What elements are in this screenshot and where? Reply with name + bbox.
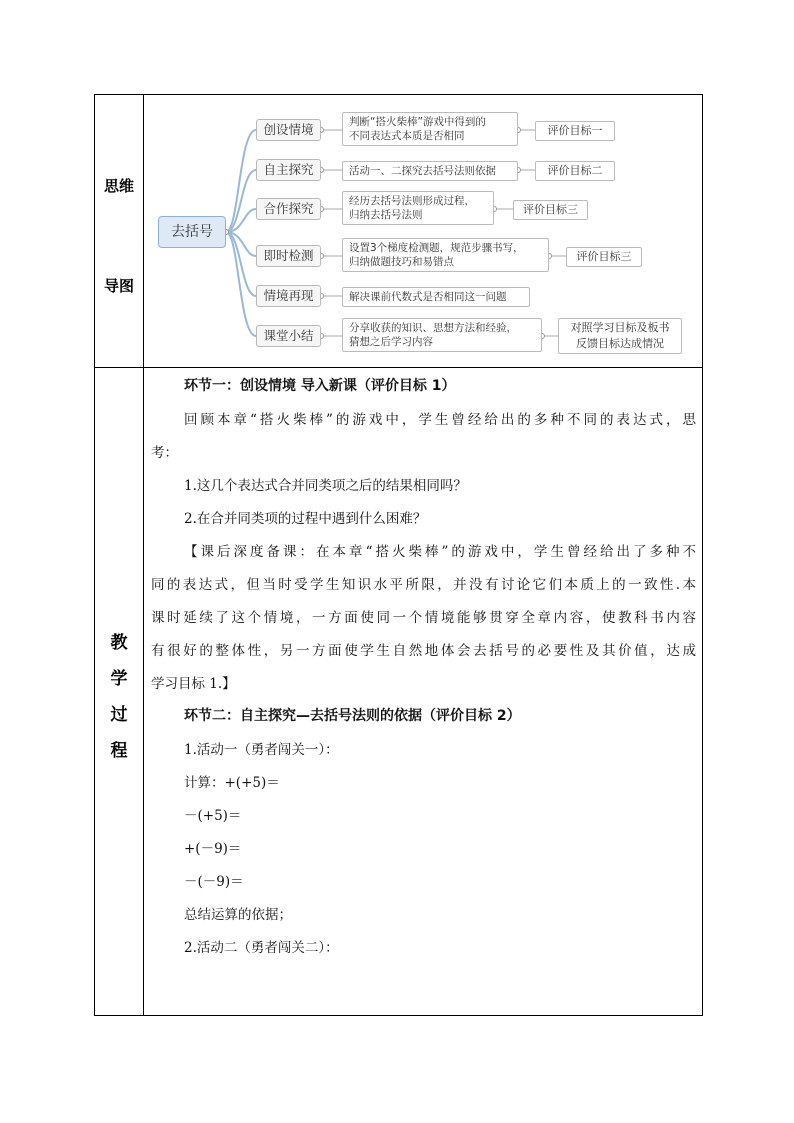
row-label-line-2: 导图 xyxy=(103,277,134,295)
branch-self-explore-detail: 活动一、二探究去括号法则依据 xyxy=(342,161,518,181)
calc-line: －(－9)＝ xyxy=(184,874,244,890)
lesson-table xyxy=(94,94,703,1016)
row-label-char-2: 学 xyxy=(110,669,128,689)
branch-revisit-detail: 解决课前代数式是否相同这一问题 xyxy=(342,287,530,307)
mind-map xyxy=(144,95,704,367)
branch-scenario: 创设情境 xyxy=(256,119,321,141)
remark-line: 学习目标 1.】 xyxy=(151,676,236,692)
paragraph-line: 回顾本章“搭火柴棒”的游戏中，学生曾经给出的多种不同的表达式，思 xyxy=(184,412,696,428)
question-1: 1.这几个表达式合并同类项之后的结果相同吗？ xyxy=(184,478,467,494)
calc-line: 计算：+(+5)＝ xyxy=(184,775,280,791)
remark-line: 【课后深度备课：在本章“搭火柴棒”的游戏中，学生曾经给出了多种不 xyxy=(184,544,696,560)
detail-line: 判断“搭火柴棒”游戏中得到的 xyxy=(349,116,486,128)
branch-summary-goal xyxy=(558,318,682,354)
branch-summary-detail xyxy=(342,318,542,352)
row-label-char-1: 教 xyxy=(110,633,128,653)
branch-self-explore-goal: 评价目标二 xyxy=(535,161,615,181)
activity-2: 2.活动二（勇者闯关二）： xyxy=(184,940,339,956)
detail-line: 设置3个梯度检测题，规范步骤书写， xyxy=(349,242,524,254)
teaching-process-row-label xyxy=(95,625,143,769)
branch-scenario-detail xyxy=(342,112,518,146)
detail-line: 猜想之后学习内容 xyxy=(349,336,433,348)
summary-line: 总结运算的依据； xyxy=(184,907,292,923)
remark-line: 课时延续了这个情境，一方面使同一个情境能够贯穿全章内容，使教科书内容 xyxy=(151,610,696,626)
row-divider xyxy=(95,367,702,368)
branch-cooperate-detail xyxy=(342,191,494,225)
branch-quick-check-goal: 评价目标三 xyxy=(566,247,642,267)
goal-line: 对照学习目标及板书 xyxy=(570,321,670,334)
question-2: 2.在合并同类项的过程中遇到什么困难？ xyxy=(184,511,427,527)
goal-line: 反馈目标达成情况 xyxy=(576,337,664,350)
branch-self-explore: 自主探究 xyxy=(256,159,321,181)
mind-map-root: 去括号 xyxy=(158,216,226,248)
remark-line: 同的表达式，但当时受学生知识水平所限，并没有讨论它们本质上的一致性.本 xyxy=(151,577,696,593)
paragraph-line: 考： xyxy=(151,445,178,461)
branch-quick-check-detail xyxy=(342,238,549,272)
detail-line: 不同表达式本质是否相同 xyxy=(349,130,465,142)
row-label-char-3: 过 xyxy=(110,705,128,725)
branch-scenario-goal: 评价目标一 xyxy=(535,121,615,141)
activity-1: 1.活动一（勇者闯关一）： xyxy=(184,742,339,758)
detail-line: 经历去括号法则形成过程， xyxy=(349,195,475,207)
branch-summary: 课堂小结 xyxy=(256,325,321,347)
remark-line: 有很好的整体性，另一方面使学生自然地体会去括号的必要性及其价值，达成 xyxy=(151,643,696,659)
calc-line: －(+5)＝ xyxy=(184,808,242,824)
branch-cooperate: 合作探究 xyxy=(256,198,321,220)
section-heading-2: 环节二：自主探究—去括号法则的依据（评价目标 2） xyxy=(184,708,521,724)
calc-line: +(－9)＝ xyxy=(184,841,242,857)
detail-line: 归纳去括号法则 xyxy=(349,209,423,221)
branch-cooperate-goal: 评价目标三 xyxy=(513,200,588,220)
detail-line: 分享收获的知识、思想方法和经验， xyxy=(349,322,517,334)
mindmap-row-label xyxy=(95,95,143,367)
detail-line: 归纳做题技巧和易错点 xyxy=(349,256,454,268)
row-label-char-4: 程 xyxy=(110,741,128,761)
branch-revisit: 情境再现 xyxy=(256,285,321,307)
section-heading-1: 环节一：创设情境 导入新课（评价目标 1） xyxy=(184,378,456,394)
row-label-line-1: 思维 xyxy=(103,177,134,195)
branch-quick-check: 即时检测 xyxy=(256,245,321,267)
